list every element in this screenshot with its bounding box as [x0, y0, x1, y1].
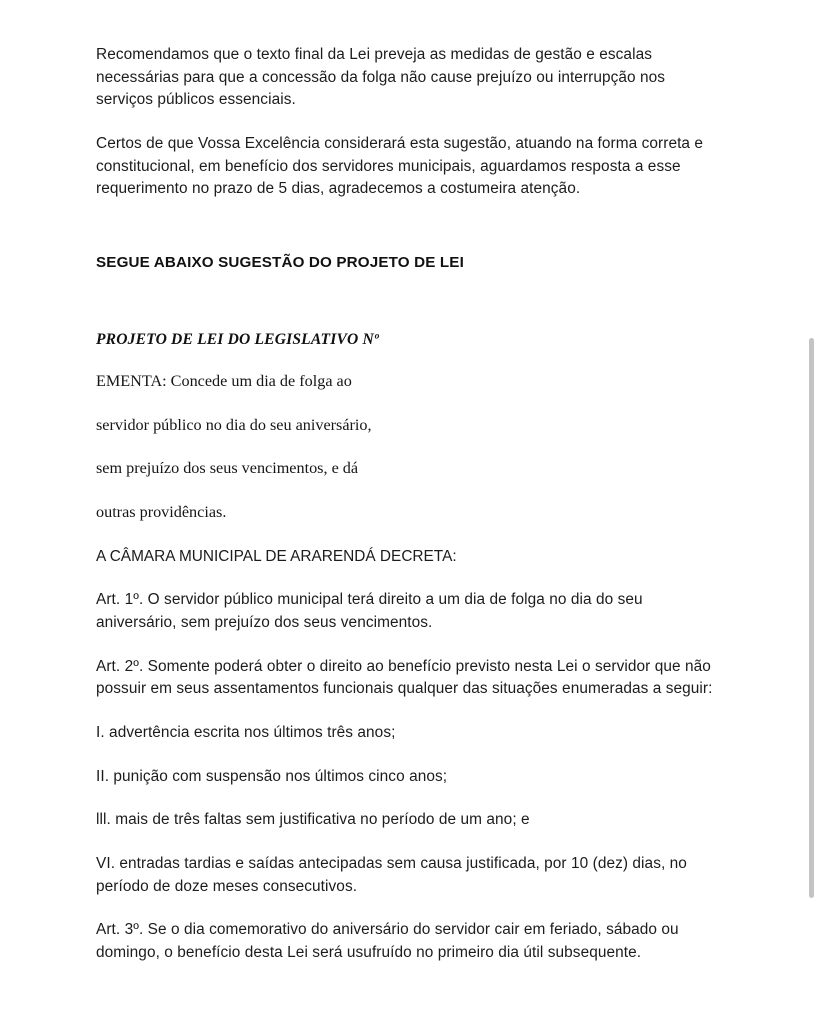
article-2-item-vi: VI. entradas tardias e saídas antecipadas sem causa justificada, por 10 (dez) dias, no período de doze meses consecutivos. — [96, 854, 687, 895]
ementa-line-3: sem prejuízo dos seus vencimentos, e dá — [96, 459, 359, 478]
document-content — [96, 44, 718, 986]
article-2-item-i: I. advertência escrita nos últimos três anos; — [96, 724, 396, 742]
vertical-scrollbar[interactable] — [809, 338, 814, 898]
ementa-line-2: servidor público no dia do seu aniversário, — [96, 415, 372, 434]
article-3: Art. 3º. Se o dia comemorativo do aniversário do servidor cair em feriado, sábado ou domingo, o benefício desta Lei será usufruído no primeiro dia útil subsequente. — [96, 921, 679, 961]
decreta-line: A CÂMARA MUNICIPAL DE ARARENDÁ DECRETA: — [96, 548, 457, 566]
paragraph-recomendacao: Recomendamos que o texto final da Lei preveja as medidas de gestão e escalas necessárias para que a concessão da folga não cause prejuízo ou interrupção nos serviços públicos essenciais. — [96, 46, 666, 109]
law-title: PROJETO DE LEI DO LEGISLATIVO Nº — [96, 330, 379, 348]
article-1: Art. 1º. O servidor público municipal terá direito a um dia de folga no dia do seu aniversário, sem prejuízo dos seus vencimentos. — [96, 591, 643, 632]
ementa-line-4: outras providências. — [96, 503, 227, 522]
article-2: Art. 2º. Somente poderá obter o direito ao benefício previsto nesta Lei o servidor que não possuir em seus assentamentos funcionais qualquer das situações enumeradas a seguir: — [96, 657, 713, 698]
article-2-item-iii: lll. mais de três faltas sem justificativa no período de um ano; e — [96, 811, 530, 829]
section-heading: SEGUE ABAIXO SUGESTÃO DO PROJETO DE LEI — [96, 253, 464, 271]
paragraph-certos: Certos de que Vossa Excelência considerará esta sugestão, atuando na forma correta e constitucional, em benefício dos servidores municipais, aguardamos resposta a esse requerimento no prazo de 5 dias, agradecemos a costumeira atenção. — [96, 134, 704, 198]
article-2-item-ii: II. punição com suspensão nos últimos cinco anos; — [96, 767, 448, 785]
spacer-before-heading — [96, 222, 718, 252]
spacer-before-law-title — [96, 295, 718, 329]
ementa-line-1: EMENTA: Concede um dia de folga ao — [96, 371, 352, 390]
